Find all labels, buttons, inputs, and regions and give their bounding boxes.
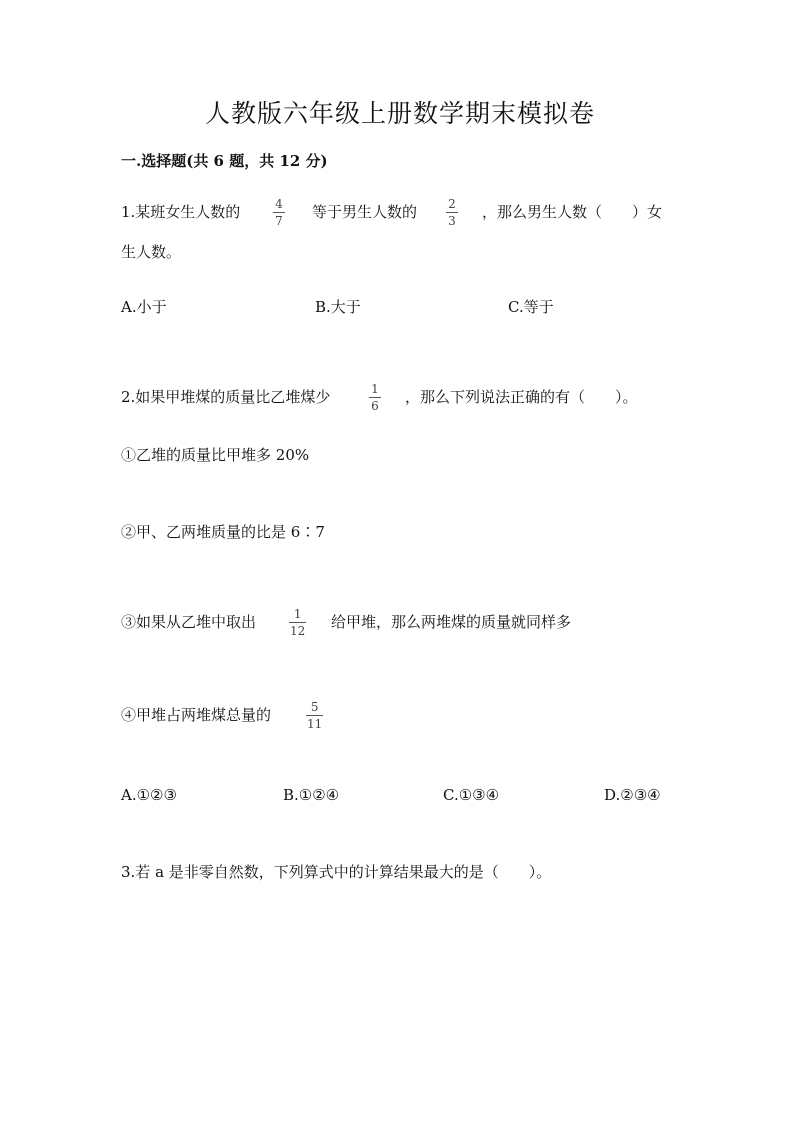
fraction-numerator: 1 — [371, 382, 379, 396]
fraction-bar — [369, 397, 381, 398]
q1-fraction-4-7 — [273, 197, 285, 228]
fraction-bar — [273, 212, 285, 213]
q1-text-part4: 生人数。 — [121, 243, 182, 261]
q2-option-b[interactable]: B.①②④ — [283, 786, 340, 804]
q1-option-c[interactable]: C.等于 — [508, 298, 554, 316]
q2-statement-2: ②甲、乙两堆质量的比是 6∶7 — [121, 523, 325, 541]
q2-fraction-1-6 — [369, 382, 381, 413]
q1-fraction-2-3 — [446, 197, 458, 228]
q1-text-part2: 等于男生人数的 — [312, 203, 418, 221]
fraction-denominator: 11 — [307, 717, 323, 731]
q2-statement-4: ④甲堆占两堆煤总量的 — [121, 706, 272, 724]
q2-fraction-5-11 — [306, 700, 323, 731]
fraction-denominator: 3 — [448, 214, 456, 228]
q1-text-part3: ，那么男生人数（ ）女 — [482, 203, 663, 221]
fraction-numerator: 4 — [275, 197, 283, 211]
q2-option-c[interactable]: C.①③④ — [443, 786, 500, 804]
fraction-denominator: 7 — [275, 214, 283, 228]
q2-text-part2: ，那么下列说法正确的有（ ）。 — [405, 388, 638, 406]
q2-statement-3-part2: 给甲堆，那么两堆煤的质量就同样多 — [331, 613, 572, 631]
fraction-bar — [446, 212, 458, 213]
q3-text: 3.若 a 是非零自然数，下列算式中的计算结果最大的是（ ）。 — [121, 863, 552, 881]
q2-option-a[interactable]: A.①②③ — [121, 786, 177, 804]
fraction-denominator: 12 — [290, 624, 306, 638]
fraction-bar — [289, 622, 306, 623]
fraction-numerator: 1 — [293, 607, 302, 621]
fraction-numerator: 5 — [310, 700, 319, 714]
q2-option-d[interactable]: D.②③④ — [604, 786, 661, 804]
fraction-numerator: 2 — [448, 197, 456, 211]
q1-text-part1: 1.某班女生人数的 — [121, 203, 241, 221]
q2-statement-1: ①乙堆的质量比甲堆多 20% — [121, 446, 310, 464]
q2-fraction-1-12 — [289, 607, 306, 638]
page-title: 人教版六年级上册数学期末模拟卷 — [204, 99, 595, 128]
fraction-denominator: 6 — [371, 399, 379, 413]
q1-option-b[interactable]: B.大于 — [315, 298, 361, 316]
fraction-bar — [306, 715, 323, 716]
q2-statement-3-part1: ③如果从乙堆中取出 — [121, 613, 257, 631]
section-heading: 一.选择题(共 6 题，共 12 分) — [121, 152, 328, 170]
q2-text-part1: 2.如果甲堆煤的质量比乙堆煤少 — [121, 388, 331, 406]
q1-option-a[interactable]: A.小于 — [121, 298, 167, 316]
